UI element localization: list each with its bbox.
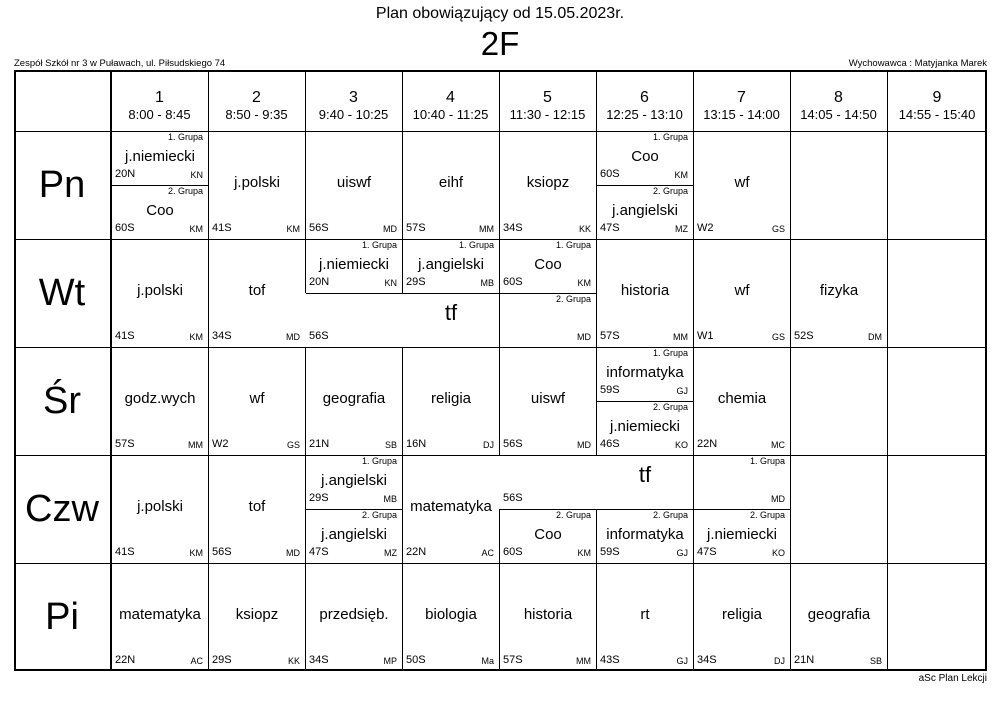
- day-label: Czw: [25, 487, 99, 530]
- subject-name: j.niemiecki: [609, 418, 681, 435]
- teacher-code: GJ: [676, 656, 688, 666]
- period-header: [305, 70, 402, 131]
- teacher-code: KM: [674, 170, 688, 180]
- teacher-code: KM: [189, 548, 203, 558]
- lesson-cell: [500, 131, 596, 239]
- teacher-code: GJ: [676, 386, 688, 396]
- class-tutor: Wychowawca : Matyjanka Marek: [848, 58, 987, 69]
- room-number: 29S: [212, 654, 232, 666]
- room-number: 21N: [794, 654, 815, 666]
- lesson-cell: [694, 563, 790, 671]
- teacher-code: MD: [286, 548, 300, 558]
- subject-name: informatyka: [606, 364, 684, 381]
- teacher-code: MP: [383, 656, 397, 666]
- teacher-code: KM: [577, 278, 591, 288]
- teacher-code: MM: [479, 224, 494, 234]
- room-number: 57S: [115, 438, 135, 450]
- teacher-code: KM: [189, 224, 203, 234]
- lesson-cell: [791, 239, 887, 347]
- room-number: 41S: [115, 546, 135, 558]
- room-number: W1: [697, 330, 714, 342]
- group-divider: [306, 293, 596, 294]
- subject-name: j.angielski: [612, 202, 678, 219]
- lesson-cell: [694, 239, 790, 347]
- lesson-cell: [791, 563, 887, 671]
- room-number: 60S: [115, 222, 135, 234]
- teacher-code: MD: [286, 332, 300, 342]
- lesson-cell: [597, 563, 693, 671]
- lesson-cell: [209, 563, 305, 671]
- room-number: 56S: [212, 546, 232, 558]
- lesson-cell: [597, 509, 693, 563]
- subject-name: j.niemiecki: [124, 148, 196, 165]
- lesson-cell: [694, 131, 790, 239]
- subject-name: j.niemiecki: [318, 256, 390, 273]
- room-number: 34S: [212, 330, 232, 342]
- teacher-code: DJ: [483, 440, 494, 450]
- lesson-cell: [403, 131, 499, 239]
- subject-name: fizyka: [819, 282, 859, 299]
- lesson-cell: [500, 455, 790, 509]
- class-name: 2F: [480, 25, 520, 62]
- room-number: 29S: [406, 276, 426, 288]
- period-header: [596, 70, 693, 131]
- teacher-code: GS: [771, 224, 785, 234]
- period-number: 3: [349, 89, 358, 106]
- subject-name: j.angielski: [321, 472, 387, 489]
- teacher-code: DJ: [774, 656, 785, 666]
- lesson-cell: [500, 347, 596, 455]
- subject-name: uiswf: [530, 390, 566, 407]
- subject-name: historia: [620, 282, 670, 299]
- room-number: 41S: [212, 222, 232, 234]
- group-label: 1. Grupa: [555, 240, 591, 250]
- subject-name: ksiopz: [235, 606, 279, 623]
- teacher-code: MC: [771, 440, 785, 450]
- group-label: 2. Grupa: [749, 510, 785, 520]
- room-number: 56S: [309, 222, 329, 234]
- room-number: 34S: [309, 654, 329, 666]
- day-label: Śr: [43, 379, 81, 422]
- grid-line: [790, 131, 791, 239]
- teacher-code: MD: [577, 440, 591, 450]
- teacher-code: MM: [576, 656, 591, 666]
- room-number: 47S: [600, 222, 620, 234]
- subject-name: religia: [721, 606, 763, 623]
- group-label: 1. Grupa: [361, 240, 397, 250]
- lesson-cell: [112, 347, 208, 455]
- subject-name: tf: [638, 462, 652, 487]
- grid-line: [887, 455, 888, 563]
- room-number: 60S: [503, 276, 523, 288]
- room-number: 34S: [503, 222, 523, 234]
- room-number: 34S: [697, 654, 717, 666]
- room-number: W2: [212, 438, 229, 450]
- lesson-cell: [209, 239, 305, 347]
- day-label: Pn: [38, 163, 86, 206]
- period-time: 9:40 - 10:25: [318, 107, 389, 122]
- room-number: 29S: [309, 492, 329, 504]
- room-number: 20N: [115, 168, 136, 180]
- teacher-code: MB: [480, 278, 494, 288]
- lesson-cell: [500, 563, 596, 671]
- lesson-cell: [306, 131, 402, 239]
- teacher-code: MM: [188, 440, 203, 450]
- lesson-cell: [306, 347, 402, 455]
- group-label: 2. Grupa: [652, 186, 688, 196]
- teacher-code: MZ: [384, 548, 397, 558]
- period-header: [208, 70, 305, 131]
- lesson-cell: [112, 455, 208, 563]
- room-number: 57S: [406, 222, 426, 234]
- grid-line: [887, 563, 888, 671]
- teacher-code: SB: [869, 656, 882, 666]
- teacher-code: MM: [673, 332, 688, 342]
- lesson-cell: [500, 509, 596, 563]
- room-number: 43S: [600, 654, 620, 666]
- teacher-code: KN: [384, 278, 397, 288]
- grid-line: [887, 347, 888, 455]
- period-header: [402, 70, 499, 131]
- subject-name: chemia: [717, 390, 767, 407]
- grid-line: [790, 455, 791, 563]
- subject-name: Coo: [631, 148, 659, 165]
- lesson-cell: [306, 563, 402, 671]
- subject-name: religia: [430, 390, 472, 407]
- subject-name: j.angielski: [418, 256, 484, 273]
- lesson-cell: [403, 239, 499, 293]
- lesson-cell: [306, 293, 596, 347]
- teacher-code: AC: [481, 548, 494, 558]
- period-header: [887, 70, 987, 131]
- subject-name: tof: [248, 282, 266, 299]
- subject-name: wf: [734, 174, 750, 191]
- subject-name: godz.wych: [124, 390, 196, 407]
- lesson-cell: [597, 347, 693, 401]
- room-number: 56S: [503, 438, 523, 450]
- plan-title: Plan obowiązujący od 15.05.2023r.: [375, 5, 625, 22]
- room-number: 59S: [600, 546, 620, 558]
- room-number: 16N: [406, 438, 427, 450]
- room-number: 22N: [697, 438, 718, 450]
- room-number: W2: [697, 222, 714, 234]
- room-number: 41S: [115, 330, 135, 342]
- group-label: 2. Grupa: [167, 186, 203, 196]
- subject-name: Coo: [146, 202, 174, 219]
- room-number: 47S: [697, 546, 717, 558]
- teacher-code: KM: [189, 332, 203, 342]
- group-label: 2. Grupa: [652, 402, 688, 412]
- group-label: 1. Grupa: [749, 456, 785, 466]
- day-label: Wt: [38, 271, 86, 314]
- period-number: 5: [543, 89, 552, 106]
- subject-name: tf: [444, 300, 458, 325]
- subject-name: matematyka: [410, 498, 492, 515]
- teacher-code: MD: [383, 224, 397, 234]
- lesson-cell: [403, 455, 499, 563]
- lesson-cell: [209, 347, 305, 455]
- teacher-code: DM: [868, 332, 882, 342]
- teacher-code: KM: [286, 224, 300, 234]
- lesson-cell: [597, 239, 693, 347]
- period-time: 14:55 - 15:40: [898, 107, 976, 122]
- period-time: 14:05 - 14:50: [800, 107, 877, 122]
- teacher-code: MD: [577, 332, 591, 342]
- subject-name: j.angielski: [321, 526, 387, 543]
- period-time: 12:25 - 13:10: [606, 107, 683, 122]
- lesson-cell: [209, 131, 305, 239]
- teacher-code: KO: [771, 548, 785, 558]
- group-label: 1. Grupa: [458, 240, 494, 250]
- room-number: 57S: [503, 654, 523, 666]
- teacher-code: KK: [287, 656, 300, 666]
- period-number: 9: [932, 89, 942, 106]
- period-time: 10:40 - 11:25: [412, 107, 489, 122]
- teacher-code: GJ: [676, 548, 688, 558]
- subject-name: j.niemiecki: [706, 526, 778, 543]
- teacher-code: KO: [674, 440, 688, 450]
- subject-name: geografia: [322, 390, 386, 407]
- group-label: 1. Grupa: [361, 456, 397, 466]
- period-number: 8: [834, 89, 843, 106]
- subject-name: j.polski: [234, 174, 280, 191]
- teacher-code: SB: [384, 440, 397, 450]
- school-name: Zespół Szkół nr 3 w Puławach, ul. Piłsudskiego 74: [14, 58, 226, 69]
- subject-name: tof: [248, 498, 266, 515]
- room-number: 52S: [794, 330, 814, 342]
- period-number: 6: [640, 89, 649, 106]
- period-header: [693, 70, 790, 131]
- group-label: 2. Grupa: [555, 294, 591, 304]
- room-number: 59S: [600, 384, 620, 396]
- teacher-code: KN: [190, 170, 203, 180]
- lesson-cell: [597, 185, 693, 239]
- grid-line: [985, 70, 987, 671]
- lesson-cell: [209, 455, 305, 563]
- subject-name: wf: [249, 390, 265, 407]
- period-header: [790, 70, 887, 131]
- subject-name: wf: [734, 282, 750, 299]
- subject-name: eihf: [438, 174, 464, 191]
- teacher-code: MZ: [675, 224, 688, 234]
- teacher-code: KK: [578, 224, 591, 234]
- lesson-cell: [694, 509, 790, 563]
- subject-name: Coo: [534, 526, 562, 543]
- period-header: [499, 70, 596, 131]
- lesson-cell: [694, 347, 790, 455]
- grid-line: [790, 347, 791, 455]
- room-number: 50S: [406, 654, 426, 666]
- group-label: 2. Grupa: [361, 510, 397, 520]
- teacher-code: Ma: [481, 656, 494, 666]
- period-header: [111, 70, 208, 131]
- teacher-code: MD: [771, 494, 785, 504]
- day-label: Pi: [45, 595, 79, 638]
- lesson-cell: [306, 509, 402, 563]
- subject-name: ksiopz: [526, 174, 570, 191]
- lesson-cell: [112, 239, 208, 347]
- lesson-cell: [597, 401, 693, 455]
- lesson-cell: [112, 185, 208, 239]
- subject-name: matematyka: [119, 606, 201, 623]
- group-label: 2. Grupa: [652, 510, 688, 520]
- group-label: 1. Grupa: [652, 348, 688, 358]
- group-label: 1. Grupa: [167, 132, 203, 142]
- period-number: 1: [155, 89, 164, 106]
- subject-name: biologia: [425, 606, 477, 623]
- room-number: 56S: [309, 330, 329, 342]
- period-number: 2: [252, 89, 261, 106]
- group-label: 2. Grupa: [555, 510, 591, 520]
- period-number: 7: [737, 89, 746, 106]
- teacher-code: GS: [771, 332, 785, 342]
- lesson-cell: [597, 131, 693, 185]
- room-number: 56S: [503, 492, 523, 504]
- period-time: 8:50 - 9:35: [225, 107, 288, 122]
- room-number: 21N: [309, 438, 330, 450]
- lesson-cell: [403, 347, 499, 455]
- room-number: 47S: [309, 546, 329, 558]
- lesson-cell: [500, 239, 596, 293]
- room-number: 60S: [503, 546, 523, 558]
- room-number: 57S: [600, 330, 620, 342]
- room-number: 46S: [600, 438, 620, 450]
- period-time: 11:30 - 12:15: [509, 107, 586, 122]
- lesson-cell: [112, 563, 208, 671]
- room-number: 20N: [309, 276, 330, 288]
- room-number: 22N: [406, 546, 427, 558]
- teacher-code: GS: [286, 440, 300, 450]
- subject-name: j.polski: [137, 498, 183, 515]
- footer-credit: aSc Plan Lekcji: [918, 673, 987, 684]
- subject-name: informatyka: [606, 526, 684, 543]
- room-number: 22N: [115, 654, 136, 666]
- lesson-cell: [403, 563, 499, 671]
- subject-name: uiswf: [336, 174, 372, 191]
- teacher-code: MB: [383, 494, 397, 504]
- timetable-grid: [14, 70, 987, 671]
- group-label: 1. Grupa: [652, 132, 688, 142]
- subject-name: przedsięb.: [319, 606, 389, 623]
- period-time: 8:00 - 8:45: [128, 107, 191, 122]
- subject-name: geografia: [807, 606, 871, 623]
- subject-name: Coo: [534, 256, 562, 273]
- lesson-cell: [306, 239, 402, 293]
- period-time: 13:15 - 14:00: [703, 107, 780, 122]
- teacher-code: AC: [190, 656, 203, 666]
- subject-name: historia: [523, 606, 573, 623]
- teacher-code: KM: [577, 548, 591, 558]
- lesson-cell: [112, 131, 208, 185]
- period-number: 4: [446, 89, 455, 106]
- lesson-cell: [306, 455, 402, 509]
- room-number: 60S: [600, 168, 620, 180]
- subject-name: rt: [640, 606, 650, 623]
- subject-name: j.polski: [137, 282, 183, 299]
- grid-line: [887, 131, 888, 239]
- grid-line: [887, 239, 888, 347]
